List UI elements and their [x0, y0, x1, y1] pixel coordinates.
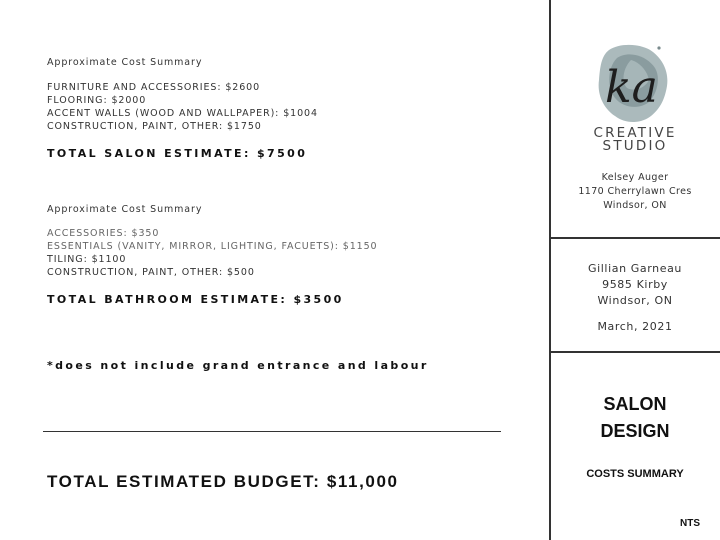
divider-rule	[43, 431, 501, 432]
logo-lettering: ka	[605, 62, 658, 113]
title-block-divider	[549, 237, 720, 239]
salon-item: CONSTRUCTION, PAINT, OTHER: $1750	[47, 121, 262, 132]
sheet-title-line1: SALON	[603, 394, 667, 414]
studio-city: Windsor, ON	[603, 200, 667, 211]
sheet-subtitle: COSTS SUMMARY	[586, 468, 684, 480]
grand-total: TOTAL ESTIMATED BUDGET: $11,000	[47, 472, 399, 491]
designer-name: Kelsey Auger	[601, 172, 669, 183]
client-street: 9585 Kirby	[602, 278, 668, 291]
studio-name-line2: STUDIO	[602, 138, 668, 154]
studio-logo-icon	[591, 42, 677, 126]
salon-item: FLOORING: $2000	[47, 95, 147, 106]
bathroom-item: CONSTRUCTION, PAINT, OTHER: $500	[47, 267, 255, 278]
sheet-date: March, 2021	[597, 320, 673, 333]
bathroom-item: ESSENTIALS (VANITY, MIRROR, LIGHTING, FACUETS): $1150	[47, 241, 378, 252]
client-name: Gillian Garneau	[587, 262, 682, 275]
bathroom-total: TOTAL BATHROOM ESTIMATE: $3500	[47, 293, 344, 306]
studio-name-line1: CREATIVE	[593, 125, 677, 141]
client-city: Windsor, ON	[597, 294, 673, 307]
title-block-divider	[549, 351, 720, 353]
salon-summary-heading: Approximate Cost Summary	[47, 57, 203, 68]
salon-item: ACCENT WALLS (WOOD AND WALLPAPER): $1004	[47, 108, 318, 119]
sheet-title-line2: DESIGN	[600, 421, 670, 441]
salon-total: TOTAL SALON ESTIMATE: $7500	[47, 147, 308, 160]
bathroom-summary-heading: Approximate Cost Summary	[47, 204, 203, 215]
scale-label: NTS	[680, 518, 700, 529]
bathroom-item: TILING: $1100	[47, 254, 127, 265]
bathroom-item: ACCESSORIES: $350	[47, 228, 160, 239]
studio-street: 1170 Cherrylawn Cres	[578, 186, 692, 197]
exclusion-note: *does not include grand entrance and labour	[47, 359, 429, 372]
salon-item: FURNITURE AND ACCESSORIES: $2600	[47, 82, 261, 93]
